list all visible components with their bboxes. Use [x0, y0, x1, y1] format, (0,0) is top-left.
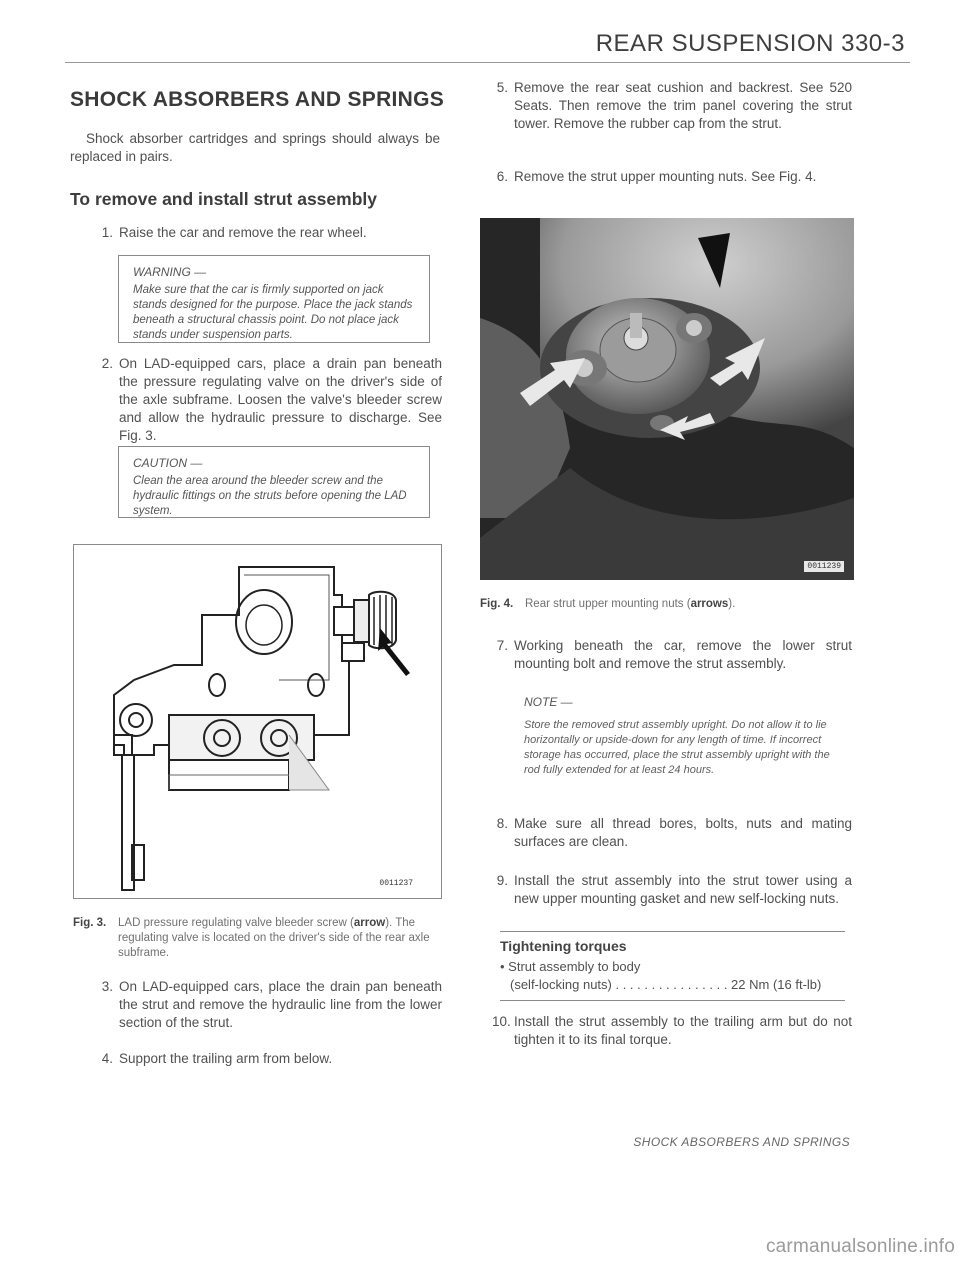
torque-top-rule — [500, 931, 845, 932]
step-number: 8. — [496, 816, 508, 831]
step-8 — [492, 815, 852, 855]
step-2 — [97, 355, 442, 443]
step-number: 5. — [496, 80, 508, 95]
step-10 — [492, 1013, 852, 1053]
step-number: 10. — [492, 1014, 511, 1029]
note-title: NOTE — — [524, 695, 573, 709]
note-text: Store the removed strut assembly upright. Do not allow it to lie horizontally or upside-down for any length of time. If incorrect storage has occurred, place the strut assembly upright with the rod fully extended for at least 24 hours. — [524, 719, 830, 776]
torque-item: • Strut assembly to body — [500, 959, 641, 974]
torque-spec: (self-locking nuts) . . . . . . . . . . . . . . . . 22 Nm (16 ft-lb) — [510, 977, 822, 992]
step-6 — [492, 168, 852, 188]
strut-mount-photo — [480, 218, 854, 580]
step-5 — [492, 79, 852, 139]
figure-4-label: Fig. 4. — [480, 598, 514, 610]
step-text: Make sure all thread bores, bolts, nuts and mating surfaces are clean. — [514, 816, 852, 849]
figure-4-photo — [480, 218, 854, 580]
step-text: Support the trailing arm from below. — [119, 1051, 333, 1066]
torque-bottom-rule — [500, 1000, 845, 1001]
figure-3-id: 0011237 — [379, 879, 413, 888]
running-header: REAR SUSPENSION 330-3 — [595, 30, 905, 57]
step-text: Raise the car and remove the rear wheel. — [119, 225, 367, 240]
header-rule — [65, 62, 910, 63]
step-9 — [492, 872, 852, 912]
step-3 — [97, 978, 442, 1038]
step-text: On LAD-equipped cars, place a drain pan beneath the pressure regulating valve on the driver's side of the axle subframe. Loosen the valve's bleeder screw and allow the hydraulic pressure to discharge. See Fig. 3. — [119, 356, 442, 443]
section-title: SHOCK ABSORBERS AND SPRINGS — [70, 88, 445, 111]
running-footer: SHOCK ABSORBERS AND SPRINGS — [633, 1135, 850, 1149]
step-number: 2. — [101, 356, 113, 371]
caution-text: Clean the area around the bleeder screw and the hydraulic fittings on the struts before opening the LAD system. — [133, 475, 407, 517]
step-4 — [97, 1050, 442, 1070]
step-number: 3. — [101, 979, 113, 994]
watermark: carmanualsonline.info — [765, 1236, 955, 1257]
step-number: 9. — [496, 873, 508, 888]
step-number: 6. — [496, 169, 508, 184]
figure-4-id: 0011239 — [804, 561, 844, 572]
caution-title: CAUTION — — [133, 456, 203, 470]
warning-title: WARNING — — [133, 265, 207, 279]
step-text: Install the strut assembly to the trailing arm but do not tighten it to its final torque. — [514, 1014, 852, 1047]
step-1 — [97, 224, 442, 244]
figure-3-label: Fig. 3. — [73, 917, 107, 929]
procedure-title: To remove and install strut assembly — [70, 189, 377, 209]
warning-text: Make sure that the car is firmly supported on jack stands designed for the purpose. Place the jack stands beneath a structural chassis point. Do not place jack stands under suspension parts. — [133, 284, 413, 341]
torque-title: Tightening torques — [500, 938, 627, 954]
step-number: 7. — [496, 638, 508, 653]
step-number: 4. — [101, 1051, 113, 1066]
valve-illustration — [74, 545, 441, 898]
step-text: On LAD-equipped cars, place the drain pan beneath the strut and remove the hydraulic line from the lower section of the strut. — [119, 979, 442, 1030]
note-block — [524, 695, 846, 778]
figure-3-frame — [73, 544, 442, 899]
figure-4-caption: Rear strut upper mounting nuts (arrows). — [525, 598, 736, 610]
step-text: Remove the rear seat cushion and backrest. See 520 Seats. Then remove the trim panel covering the strut tower. Remove the rubber cap from the strut. — [514, 80, 852, 131]
step-number: 1. — [101, 225, 113, 240]
step-text: Remove the strut upper mounting nuts. See Fig. 4. — [514, 169, 817, 184]
step-text: Working beneath the car, remove the lower strut mounting bolt and remove the strut assembly. — [514, 638, 852, 671]
intro-paragraph: Shock absorber cartridges and springs should always be replaced in pairs. — [70, 131, 440, 164]
step-text: Install the strut assembly into the strut tower using a new upper mounting gasket and new self-locking nuts. — [514, 873, 852, 906]
caution-box — [118, 446, 430, 518]
figure-3-caption: LAD pressure regulating valve bleeder screw (arrow). The regulating valve is located on the driver's side of the rear axle subframe. — [118, 917, 430, 959]
step-7 — [492, 637, 852, 677]
warning-box — [118, 255, 430, 343]
